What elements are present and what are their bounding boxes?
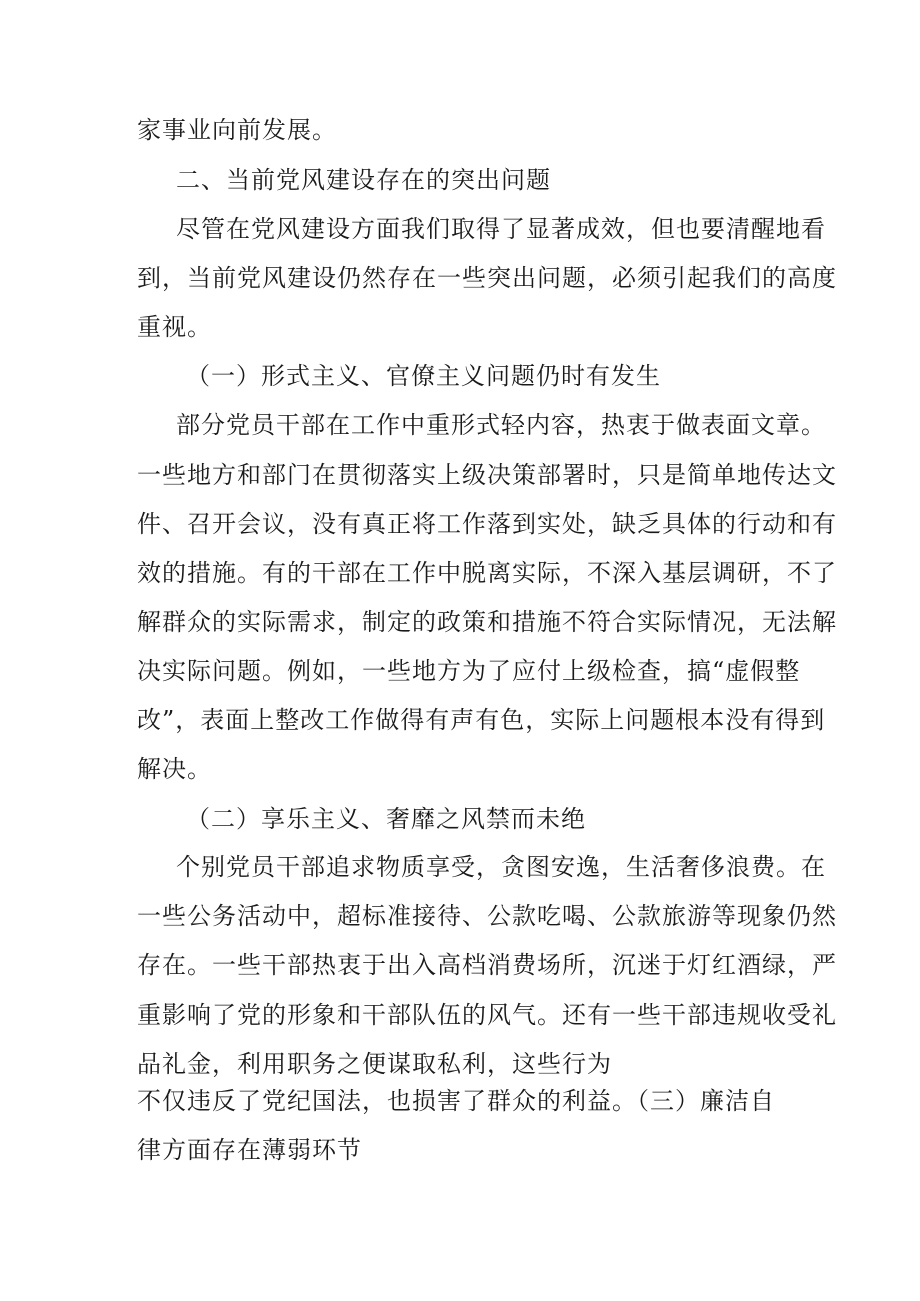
paragraph-line: 效的措施。有的干部在工作中脱离实际，不深入基层调研，不了 <box>137 559 837 587</box>
paragraph-line: 律方面存在薄弱环节 <box>137 1136 362 1164</box>
paragraph-line: 到，当前党风建设仍然存在一些突出问题，必须引起我们的高度 <box>137 264 837 292</box>
paragraph-line: 重视。 <box>137 313 212 341</box>
paragraph-line: 解群众的实际需求，制定的政策和措施不符合实际情况，无法解 <box>137 608 837 636</box>
section-heading: 二、当前党风建设存在的突出问题 <box>176 166 551 194</box>
paragraph-line: 存在。一些干部热衷于出入高档消费场所，沉迷于灯红酒绿，严 <box>137 951 837 979</box>
paragraph-line: 个别党员干部追求物质享受，贪图安逸，生活奢侈浪费。在 <box>176 853 826 881</box>
paragraph-line: 重影响了党的形象和干部队伍的风气。还有一些干部违规收受礼 <box>137 1001 837 1029</box>
paragraph-line: 部分党员干部在工作中重形式轻内容，热衷于做表面文章。 <box>176 411 826 439</box>
paragraph-line: 家事业向前发展。 <box>137 116 337 144</box>
paragraph-line: 改”，表面上整改工作做得有声有色，实际上问题根本没有得到 <box>137 706 826 734</box>
paragraph-line: 不仅违反了党纪国法，也损害了群众的利益。（三）廉洁自 <box>137 1087 775 1115</box>
paragraph-line: 件、召开会议，没有真正将工作落到实处，缺乏具体的行动和有 <box>137 510 837 538</box>
paragraph-line: 解决。 <box>137 755 212 783</box>
paragraph-line: 一些公务活动中，超标准接待、公款吃喝、公款旅游等现象仍然 <box>137 902 837 930</box>
paragraph-line: 一些地方和部门在贯彻落实上级决策部署时，只是简单地传达文 <box>137 461 837 489</box>
subsection-heading: （一）形式主义、官僚主义问题仍时有发生 <box>186 362 661 390</box>
subsection-heading: （二）享乐主义、奢靡之风禁而未绝 <box>186 805 586 833</box>
paragraph-line: 决实际问题。例如，一些地方为了应付上级检查，搞“虚假整 <box>137 657 801 685</box>
paragraph-line: 尽管在党风建设方面我们取得了显著成效，但也要清醒地看 <box>176 215 826 243</box>
paragraph-line: 品礼金，利用职务之便谋取私利，这些行为 <box>137 1050 612 1078</box>
